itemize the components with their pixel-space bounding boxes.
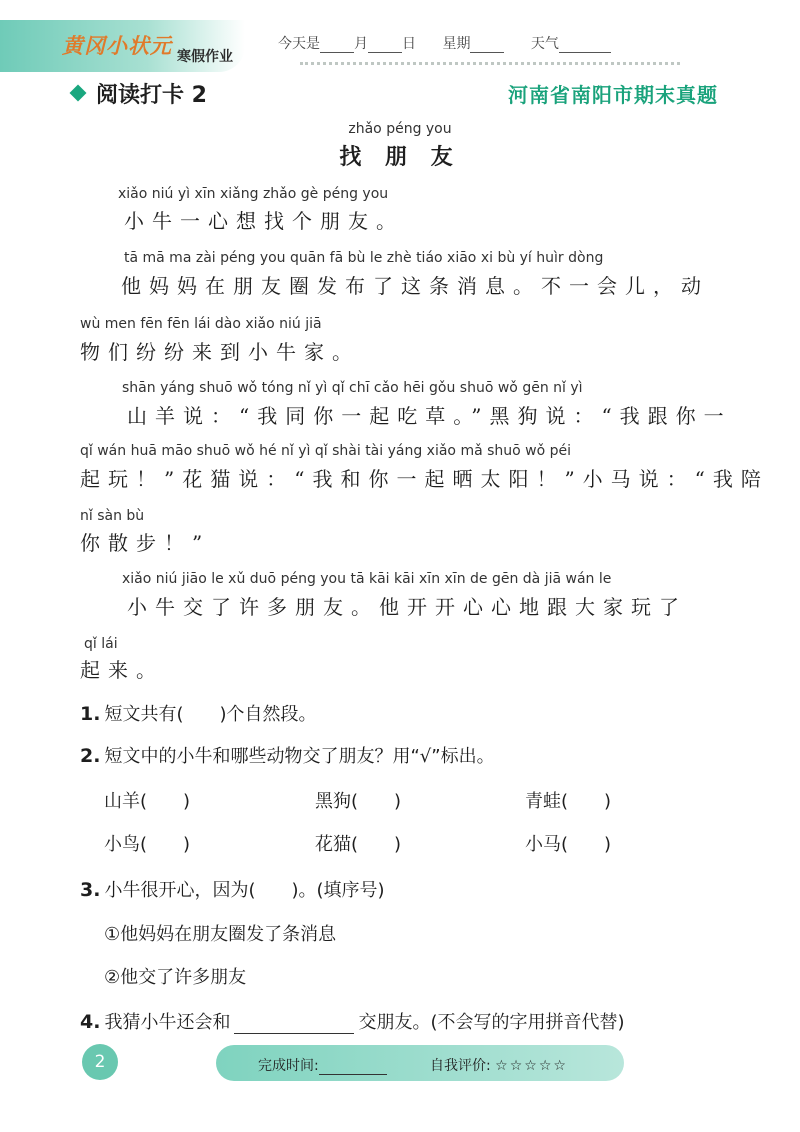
date-line xyxy=(278,33,611,53)
date-today-label: 今天是 xyxy=(278,36,320,52)
question-2-text: 短文中的小牛和哪些动物交了朋友？用“√”标出。 xyxy=(104,746,495,767)
question-4-answer-blank[interactable] xyxy=(234,1015,354,1034)
question-4 xyxy=(80,1008,625,1034)
option-huamao[interactable]: 花猫( ) xyxy=(315,834,402,855)
question-3-text: 小牛很开心，因为( )。(填序号) xyxy=(104,880,385,901)
date-month-label: 月 xyxy=(354,36,368,52)
option-heigou[interactable]: 黑狗( ) xyxy=(315,791,402,812)
completion-time-label: 完成时间: xyxy=(258,1058,319,1074)
line-2-text: 他妈妈在朋友圈发布了这条消息。不一会儿，动 xyxy=(121,274,709,298)
page-number: 2 xyxy=(82,1044,118,1080)
line-6-text: 你散步！” xyxy=(80,531,211,555)
date-weather-label: 天气 xyxy=(530,36,559,52)
question-3-number: 3. xyxy=(80,879,101,901)
line-1-text: 小牛一心想找个朋友。 xyxy=(124,209,404,233)
header-divider xyxy=(300,62,680,65)
option-xiaoniao[interactable]: 小鸟( ) xyxy=(104,834,191,855)
rating-stars-icon[interactable]: ☆☆☆☆☆ xyxy=(495,1058,568,1074)
diamond-icon xyxy=(70,85,87,102)
line-5-text: 起玩！”花猫说：“我和你一起晒太阳！”小马说：“我陪 xyxy=(80,467,769,491)
question-3-choice-2: ②他交了许多朋友 xyxy=(104,967,247,988)
line-7-pinyin: xiǎo niú jiāo le xǔ duō péng you tā kāi kāi xīn xīn de gēn dà jiā wán le xyxy=(122,571,612,587)
question-3-choice-1: ①他妈妈在朋友圈发了条消息 xyxy=(104,924,337,945)
line-3-pinyin: wù men fēn fēn lái dào xiǎo niú jiā xyxy=(80,316,322,332)
month-blank[interactable] xyxy=(320,38,354,53)
line-7-text: 小牛交了许多朋友。他开开心心地跟大家玩了 xyxy=(127,595,687,619)
option-qingwa[interactable]: 青蛙( ) xyxy=(525,791,612,812)
question-2-number: 2. xyxy=(80,745,101,767)
question-1-number: 1. xyxy=(80,703,101,725)
line-6-pinyin: nǐ sàn bù xyxy=(80,508,145,524)
week-blank[interactable] xyxy=(470,38,504,53)
day-blank[interactable] xyxy=(368,38,402,53)
self-evaluation xyxy=(430,1055,568,1075)
story-title: 找 朋 友 xyxy=(339,145,461,170)
line-3-text: 物们纷纷来到小牛家。 xyxy=(80,340,360,364)
section-title: 阅读打卡 2 xyxy=(96,83,207,108)
date-day-label: 日 xyxy=(402,36,416,52)
completion-time xyxy=(258,1055,387,1075)
completion-time-blank[interactable] xyxy=(319,1060,387,1075)
question-4-text-after: 交朋友。(不会写的字用拼音代替) xyxy=(358,1012,625,1033)
story-title-pinyin: zhǎo péng you xyxy=(348,121,452,137)
question-1-text: 短文共有( )个自然段。 xyxy=(104,704,317,725)
line-5-pinyin: qǐ wán huā māo shuō wǒ hé nǐ yì qǐ shài tài yáng xiǎo mǎ shuō wǒ péi xyxy=(80,443,572,459)
question-3 xyxy=(80,876,385,902)
line-4-text: 山羊说：“我同你一起吃草。”黑狗说：“我跟你一 xyxy=(127,404,732,428)
brand-subtitle: 寒假作业 xyxy=(177,49,233,65)
weather-blank[interactable] xyxy=(559,38,611,53)
question-4-text-before: 我猜小牛还会和 xyxy=(104,1012,231,1033)
question-4-number: 4. xyxy=(80,1011,101,1033)
option-xiaoma[interactable]: 小马( ) xyxy=(525,834,612,855)
self-eval-label: 自我评价: xyxy=(430,1058,491,1074)
line-8-text: 起来。 xyxy=(80,658,164,682)
section-source: 河南省南阳市期末真题 xyxy=(508,83,718,107)
line-8-pinyin: qǐ lái xyxy=(84,636,118,652)
date-week-label: 星期 xyxy=(442,36,471,52)
question-1 xyxy=(80,700,317,726)
brand-logo-text: 黄冈小状元 xyxy=(62,34,172,58)
question-2 xyxy=(80,742,495,768)
line-4-pinyin: shān yáng shuō wǒ tóng nǐ yì qǐ chī cǎo hēi gǒu shuō wǒ gēn nǐ yì xyxy=(122,380,583,396)
line-1-pinyin: xiǎo niú yì xīn xiǎng zhǎo gè péng you xyxy=(118,186,389,202)
line-2-pinyin: tā mā ma zài péng you quān fā bù le zhè tiáo xiāo xi bù yí huìr dòng xyxy=(124,250,604,266)
option-shanyang[interactable]: 山羊( ) xyxy=(104,791,191,812)
